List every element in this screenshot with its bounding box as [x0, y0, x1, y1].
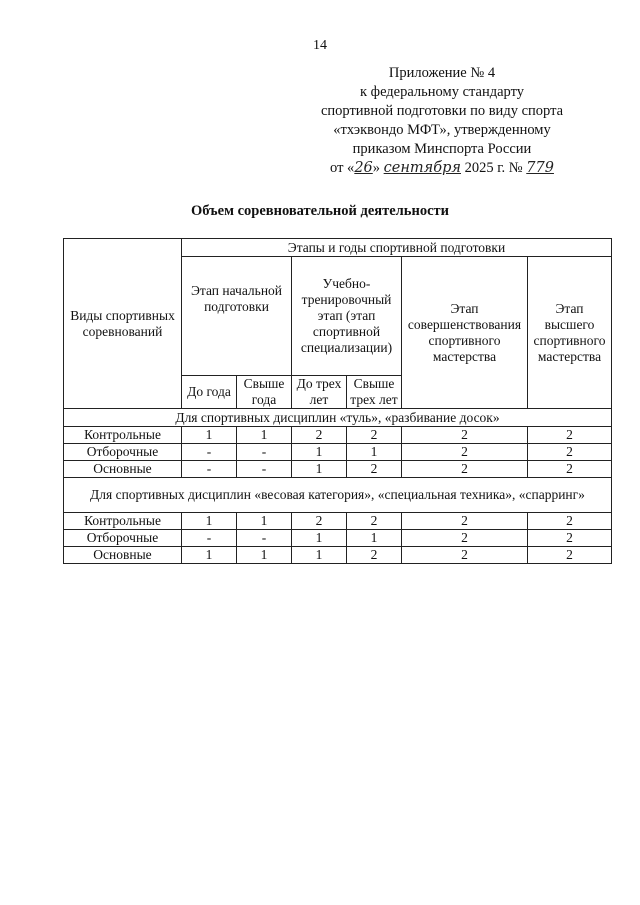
table-cell: 2 [528, 530, 612, 547]
row-label: Основные [64, 547, 182, 564]
section-title: Для спортивных дисциплин «туль», «разбивание досок» [64, 409, 612, 427]
table-cell: 2 [402, 427, 528, 444]
table-cell: - [237, 461, 292, 478]
table-cell: 2 [347, 547, 402, 564]
section-title: Для спортивных дисциплин «весовая категория», «специальная техника», «спарринг» [64, 478, 612, 513]
table-cell: 1 [237, 547, 292, 564]
table-cell: 2 [402, 547, 528, 564]
table-cell: 2 [528, 444, 612, 461]
table-cell: - [237, 530, 292, 547]
appendix-line: спортивной подготовки по виду спорта [320, 103, 564, 119]
table-cell: 1 [347, 444, 402, 461]
sub-header-initial-1: До года [182, 376, 237, 409]
table-cell: 2 [528, 547, 612, 564]
appendix-line: приказом Минспорта России [352, 141, 532, 157]
handwritten-month: сентября [383, 160, 461, 176]
table-cell: 1 [347, 530, 402, 547]
table-cell: 1 [292, 444, 347, 461]
table-cell: 1 [292, 461, 347, 478]
document-title: Объем соревновательной деятельности [191, 203, 449, 219]
table-cell: 2 [528, 461, 612, 478]
date-prefix: от « [330, 160, 355, 176]
sub-header-initial-2: Свыше года [237, 376, 292, 409]
appendix-line: Приложение № 4 [388, 65, 496, 81]
table-cell: 2 [347, 461, 402, 478]
table-cell: 2 [292, 427, 347, 444]
appendix-line: «тхэквондо МФТ», утвержденному [333, 122, 551, 138]
table-row [64, 513, 612, 530]
table-cell: 2 [292, 513, 347, 530]
row-label: Контрольные [64, 513, 182, 530]
date-separator: » [372, 160, 381, 176]
table-row [64, 427, 612, 444]
stage-training-header: Учебно-тренировочный этап (этап спортивной специализации) [292, 257, 402, 376]
table-cell: - [237, 444, 292, 461]
table-row [64, 461, 612, 478]
sub-header-training-2: Свыше трех лет [347, 376, 402, 409]
row-label: Основные [64, 461, 182, 478]
table-cell: 1 [237, 427, 292, 444]
table-cell: - [182, 530, 237, 547]
page-number: 14 [313, 38, 327, 53]
row-label: Отборочные [64, 444, 182, 461]
table-cell: 2 [528, 427, 612, 444]
table-cell: 1 [182, 427, 237, 444]
table-cell: 1 [237, 513, 292, 530]
table-cell: 1 [182, 513, 237, 530]
table-cell: 2 [402, 461, 528, 478]
table-row [64, 444, 612, 461]
table-cell: 1 [292, 547, 347, 564]
table-cell: 2 [347, 427, 402, 444]
table-cell: - [182, 444, 237, 461]
table-cell: 2 [347, 513, 402, 530]
table-cell: 2 [528, 513, 612, 530]
table-cell: 2 [402, 513, 528, 530]
row-label: Отборочные [64, 530, 182, 547]
competition-types-header: Виды спортивных соревнований [64, 239, 182, 409]
table-cell: - [182, 461, 237, 478]
table-cell: 1 [182, 547, 237, 564]
stage-initial-header: Этап начальной подготовки [182, 257, 292, 376]
appendix-date-line [292, 159, 592, 178]
handwritten-order-number: 779 [526, 160, 554, 176]
competition-volume-table [63, 238, 612, 564]
stage-improvement-header: Этап совершенствования спортивного мастерства [402, 257, 528, 409]
appendix-line: к федеральному стандарту [360, 84, 524, 100]
date-year: 2025 г. № [464, 160, 523, 176]
stages-group-header: Этапы и годы спортивной подготовки [182, 239, 612, 257]
row-label: Контрольные [64, 427, 182, 444]
table-cell: 2 [402, 444, 528, 461]
table-cell: 2 [402, 530, 528, 547]
table-cell: 1 [292, 530, 347, 547]
table-row [64, 530, 612, 547]
handwritten-day: 26 [354, 160, 373, 176]
table-row [64, 547, 612, 564]
sub-header-training-1: До трех лет [292, 376, 347, 409]
stage-higher-header: Этап высшего спортивного мастерства [528, 257, 612, 409]
appendix-header [292, 64, 592, 178]
